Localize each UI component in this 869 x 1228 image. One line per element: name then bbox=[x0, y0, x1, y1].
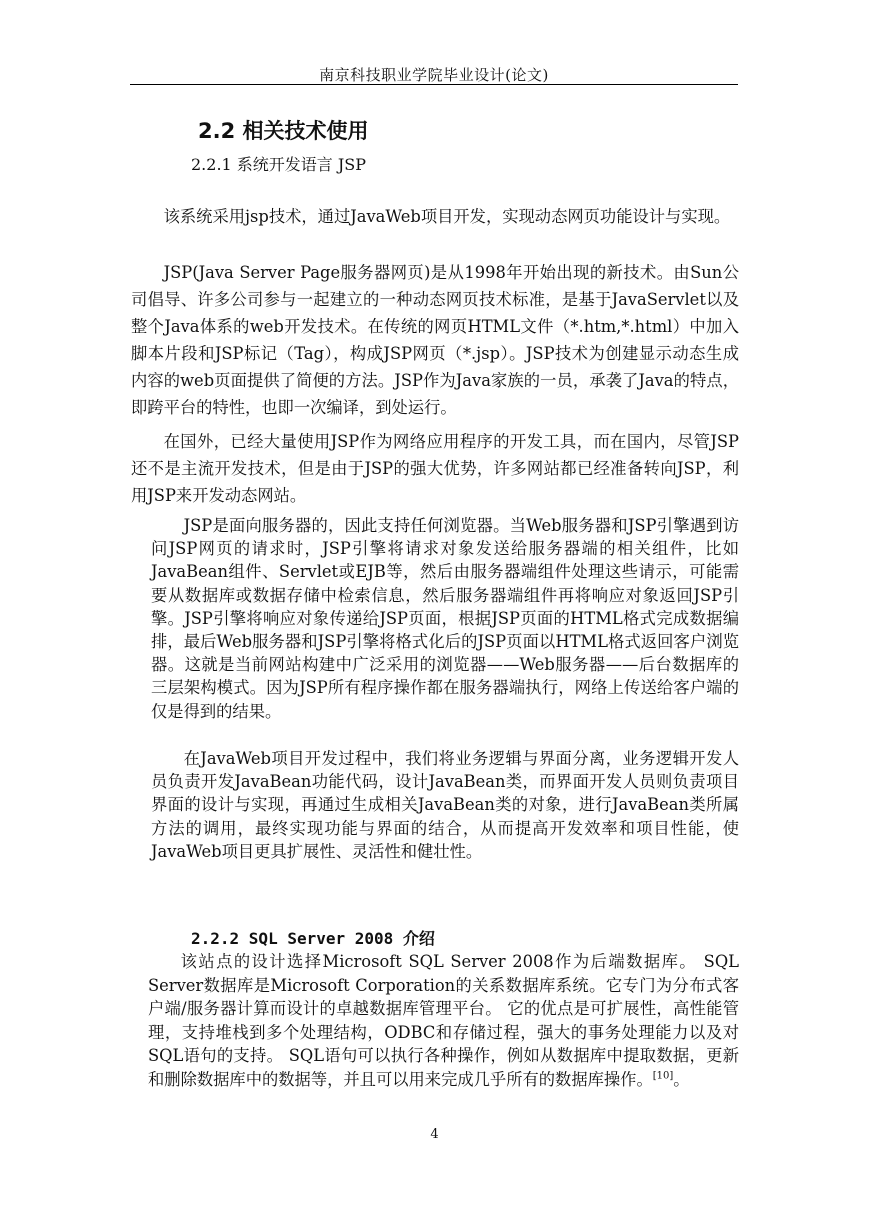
subsection-heading-text: 介绍 bbox=[402, 929, 435, 948]
sql-paragraph-end: 。 bbox=[673, 1069, 690, 1089]
header-divider bbox=[130, 84, 738, 85]
subsection-heading-code: 2.2.2 SQL Server 2008 bbox=[191, 929, 403, 948]
body-paragraph-sql-server bbox=[148, 950, 739, 1091]
subsection-heading-sql-server bbox=[191, 926, 435, 949]
body-paragraph-4: JSP是面向服务器的，因此支持任何浏览器。当Web服务器和JSP引擎遇到访问JSP网页的请求时，JSP引擎将请求对象发送给服务器端的相关组件，比如JavaBean组件、Servlet或EJB等，然后由服务器端组件处理这些请示，可能需要从数据库或数据存储中检索信息，然后服务器端组件再将响应对象返回JSP引擎。JSP引擎将响应对象传递给JSP页面，根据JSP页面的HTML格式完成数据编排，最后Web服务器和JSP引擎将格式化后的JSP页面以HTML格式返回客户浏览器。这就是当前网站构建中广泛采用的浏览器——Web服务器——后台数据库的三层架构模式。因为JSP所有程序操作都在服务器端执行，网络上传送给客户端的仅是得到的结果。 bbox=[151, 516, 739, 721]
section-heading: 2.2 相关技术使用 bbox=[198, 119, 369, 143]
sql-paragraph-text: 该站点的设计选择Microsoft SQL Server 2008作为后端数据库。 SQL Server数据库是Microsoft Corporation的关系数据库系统。它专门为分布式客户端/服务器计算而设计的卓越数据库管理平台。 它的优点是可扩展性，高性能管理，支持堆栈到多个处理结构，ODBC和存储过程，强大的事务处理能力以及对SQL语句的支持。 SQL语句可以执行各种操作，例如从数据库中提取数据，更新和删除数据库中的数据等，并且可以用来完成几乎所有的数据库操作。 bbox=[148, 952, 739, 1089]
body-paragraph-2: JSP(Java Server Page服务器网页)是从1998年开始出现的新技术。由Sun公司倡导、许多公司参与一起建立的一种动态网页技术标准，是基于JavaServlet以及整个Java体系的web开发技术。在传统的网页HTML文件（*.htm,*.html）中加入脚本片段和JSP标记（Tag），构成JSP网页（*.jsp）。JSP技术为创建显示动态生成内容的web页面提供了简便的方法。JSP作为Java家族的一员，承袭了Java的特点，即跨平台的特性，也即一次编译，到处运行。 bbox=[131, 263, 739, 417]
citation-reference[interactable]: [10] bbox=[652, 1070, 674, 1082]
body-paragraph-5: 在JavaWeb项目开发过程中，我们将业务逻辑与界面分离，业务逻辑开发人员负责开发JavaBean功能代码，设计JavaBean类，而界面开发人员则负责项目界面的设计与实现，再通过生成相关JavaBean类的对象，进行JavaBean类所属方法的调用，最终实现功能与界面的结合，从而提高开发效率和项目性能，使JavaWeb项目更具扩展性、灵活性和健壮性。 bbox=[151, 749, 739, 861]
body-paragraph-1: 该系统采用jsp技术，通过JavaWeb项目开发，实现动态网页功能设计与实现。 bbox=[163, 207, 731, 226]
subsection-heading-jsp: 2.2.1 系统开发语言 JSP bbox=[191, 155, 367, 174]
page-number: 4 bbox=[430, 1127, 439, 1142]
body-paragraph-3: 在国外，已经大量使用JSP作为网络应用程序的开发工具，而在国内，尽管JSP还不是主流开发技术，但是由于JSP的强大优势，许多网站都已经准备转向JSP，利用JSP来开发动态网站。 bbox=[131, 432, 739, 505]
page-header-title: 南京科技职业学院毕业设计(论文) bbox=[319, 66, 549, 84]
